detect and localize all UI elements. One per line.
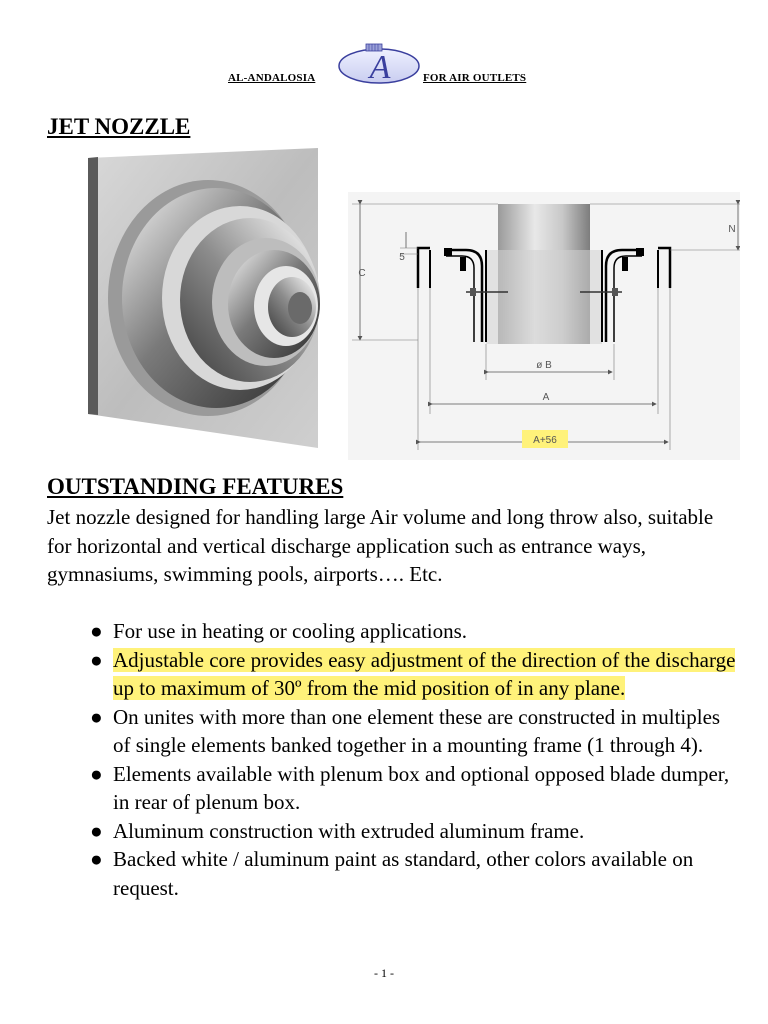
header-company-name: AL-ANDALOSIA xyxy=(228,72,316,84)
dim-label-a56: A+56 xyxy=(533,435,557,446)
features-intro: Jet nozzle designed for handling large Air volume and long throw also, suitable for horizontal and vertical discharge application such as entrance ways, gymnasiums, swimming pools, airports…. Etc. xyxy=(47,505,714,586)
dim-label-n: N xyxy=(728,224,736,235)
page-title: JET NOZZLE xyxy=(47,114,191,139)
list-item-highlighted xyxy=(80,646,740,703)
bullet-icon: ● xyxy=(90,761,103,786)
features-heading: OUTSTANDING FEATURES xyxy=(47,474,344,499)
dim-label-5: 5 xyxy=(399,252,405,263)
highlighted-text: Adjustable core provides easy adjustment of the direction of the discharge up to maximum of 30º from the mid position of in any plane. xyxy=(113,647,736,700)
features-list xyxy=(80,617,740,902)
company-logo xyxy=(336,42,422,86)
list-item: ● On unites with more than one element these are constructed in multiples of single elements banked together in a mounting frame (1 through 4). xyxy=(90,704,721,757)
dim-label-b: ø B xyxy=(536,360,552,371)
svg-text:A: A xyxy=(369,49,391,86)
list-item: ● Backed white / aluminum paint as standard, other colors available on request. xyxy=(90,847,694,900)
list-item: ● For use in heating or cooling applications. xyxy=(80,617,740,646)
list-item: ● Elements available with plenum box and optional opposed blade dumper, in rear of plenum box. xyxy=(90,761,730,814)
header-tagline: FOR AIR OUTLETS xyxy=(423,72,527,84)
list-item: ● Aluminum construction with extruded aluminum frame. xyxy=(80,817,740,846)
bullet-icon: ● xyxy=(90,818,103,843)
dim-label-c: C xyxy=(358,268,366,279)
bullet-icon: ● xyxy=(90,647,103,672)
dim-label-a: A xyxy=(542,392,550,403)
page-header xyxy=(0,40,768,90)
bullet-icon: ● xyxy=(90,619,103,643)
bullet-icon: ● xyxy=(90,847,103,871)
jet-nozzle-photo xyxy=(78,148,330,448)
bullet-icon: ● xyxy=(90,704,103,729)
jet-nozzle-dimension-drawing xyxy=(348,192,740,460)
page-number: - 1 - xyxy=(374,966,394,980)
